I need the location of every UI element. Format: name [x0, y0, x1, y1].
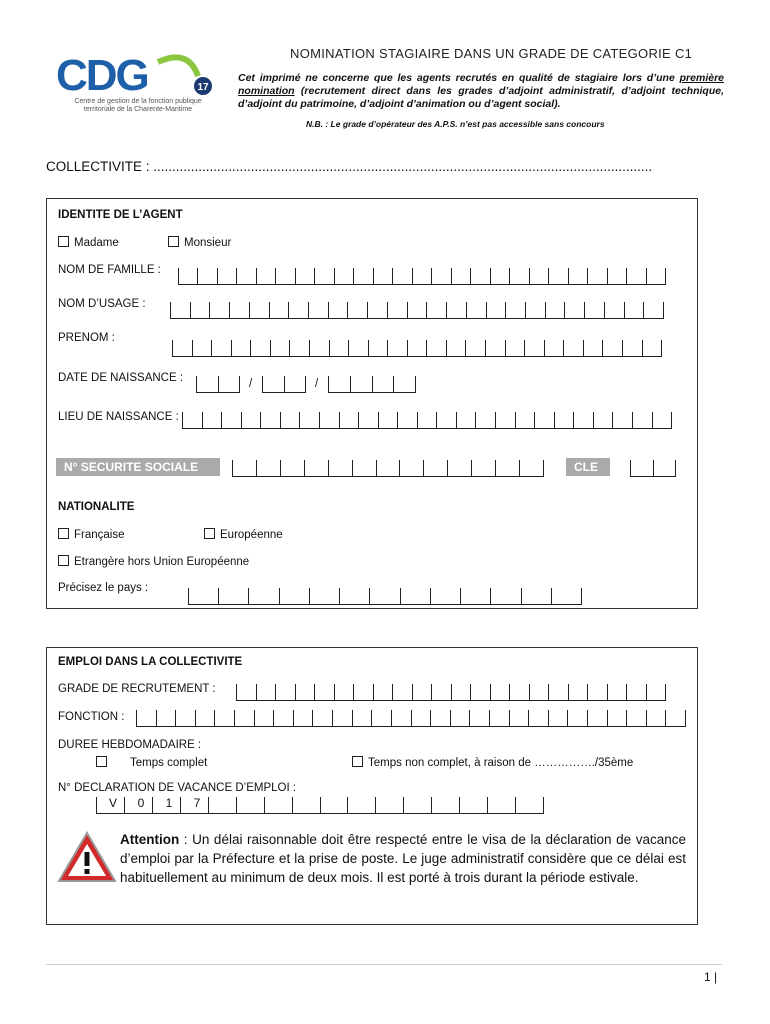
identity-section	[46, 198, 698, 609]
usage-label: NOM D’USAGE :	[58, 298, 146, 310]
identity-heading: IDENTITE DE L’AGENT	[58, 209, 183, 221]
fonction-field[interactable]	[136, 710, 686, 727]
logo-badge: 17	[197, 82, 209, 93]
attention-text: Attention : Un délai raisonnable doit être respecté entre le visa de la déclaration de vacance d’emploi par la Préfecture et la prise de poste. Le juge administratif considère que ce délai est habituellement au minimum de deux mois. Il est porté à trois durant la période estivale.	[120, 832, 686, 885]
grade-field[interactable]	[236, 684, 666, 701]
vacance-char: 0	[137, 796, 145, 810]
lieu-field[interactable]	[182, 412, 672, 429]
grade-label: GRADE DE RECRUTEMENT :	[58, 683, 216, 695]
secu-label: N° SECURITE SOCIALE	[56, 458, 220, 476]
collectivite-line[interactable]: COLLECTIVITE : .....................................................................................................................................	[46, 159, 653, 174]
francaise-option[interactable]: Française	[58, 528, 125, 541]
monsieur-option[interactable]: Monsieur	[168, 236, 231, 249]
cdg-logo	[48, 52, 228, 122]
madame-checkbox[interactable]	[58, 236, 69, 247]
nationality-heading: NATIONALITE	[58, 501, 135, 513]
prenom-field[interactable]	[172, 340, 662, 357]
vacance-char: 1	[165, 796, 173, 810]
vacance-char: 7	[193, 796, 201, 810]
lieu-label: LIEU DE NAISSANCE :	[58, 411, 179, 423]
intro-text: Cet imprimé ne concerne que les agents recrutés en qualité de stagiaire lors d’une première nomination (recrutement direct dans les grades d’adjoint administratif, d’adjoint technique, d’adjoint du patrimoine, d’adjoint d’animation ou d’agent social).	[238, 72, 724, 110]
nom-field[interactable]	[178, 268, 666, 285]
date-slash: /	[249, 378, 253, 390]
pays-label: Précisez le pays :	[58, 582, 149, 594]
cle-field[interactable]	[630, 460, 676, 477]
document-title: NOMINATION STAGIAIRE DANS UN GRADE DE CATEGORIE C1	[290, 46, 693, 61]
nom-label: NOM DE FAMILLE :	[58, 264, 161, 276]
page-number: 1 |	[704, 970, 718, 984]
nb-note: N.B. : Le grade d’opérateur des A.P.S. n’est pas accessible sans concours	[306, 119, 605, 129]
etrangere-option[interactable]: Etrangère hors Union Européenne	[58, 555, 249, 568]
footer-divider	[46, 964, 722, 965]
warning-icon	[56, 830, 118, 884]
etrangere-checkbox[interactable]	[58, 555, 69, 566]
monsieur-checkbox[interactable]	[168, 236, 179, 247]
birth-year-field[interactable]	[328, 376, 416, 393]
date-slash: /	[315, 378, 319, 390]
logo-subtitle: Centre de gestion de la fonction publique territoriale de la Charente-Maritime	[74, 98, 202, 113]
usage-field[interactable]	[170, 302, 664, 319]
europeenne-checkbox[interactable]	[204, 528, 215, 539]
temps-non-complet-option[interactable]: Temps non complet, à raison de ……………./35ème	[352, 756, 633, 769]
duree-label: DUREE HEBDOMADAIRE :	[58, 739, 202, 751]
secu-field[interactable]	[232, 460, 544, 477]
fonction-label: FONCTION :	[58, 711, 125, 723]
temps-complet-checkbox[interactable]	[96, 756, 107, 767]
temps-non-complet-checkbox[interactable]	[352, 756, 363, 767]
birth-month-field[interactable]	[262, 376, 306, 393]
naissance-label: DATE DE NAISSANCE :	[58, 372, 184, 384]
birth-day-field[interactable]	[196, 376, 240, 393]
francaise-checkbox[interactable]	[58, 528, 69, 539]
logo-graphic	[48, 52, 228, 100]
madame-option[interactable]: Madame	[58, 236, 119, 249]
temps-complet-option[interactable]: Temps complet	[96, 756, 207, 769]
pays-field[interactable]	[188, 588, 582, 605]
cle-label: CLE	[566, 458, 610, 476]
logo-brand: CDG	[56, 52, 148, 100]
vacance-char: V	[108, 796, 117, 810]
prenom-label: PRENOM :	[58, 332, 115, 344]
employment-heading: EMPLOI DANS LA COLLECTIVITE	[58, 656, 243, 668]
europeenne-option[interactable]: Européenne	[204, 528, 283, 541]
vacance-label: N° DECLARATION DE VACANCE D’EMPLOI :	[58, 782, 297, 794]
